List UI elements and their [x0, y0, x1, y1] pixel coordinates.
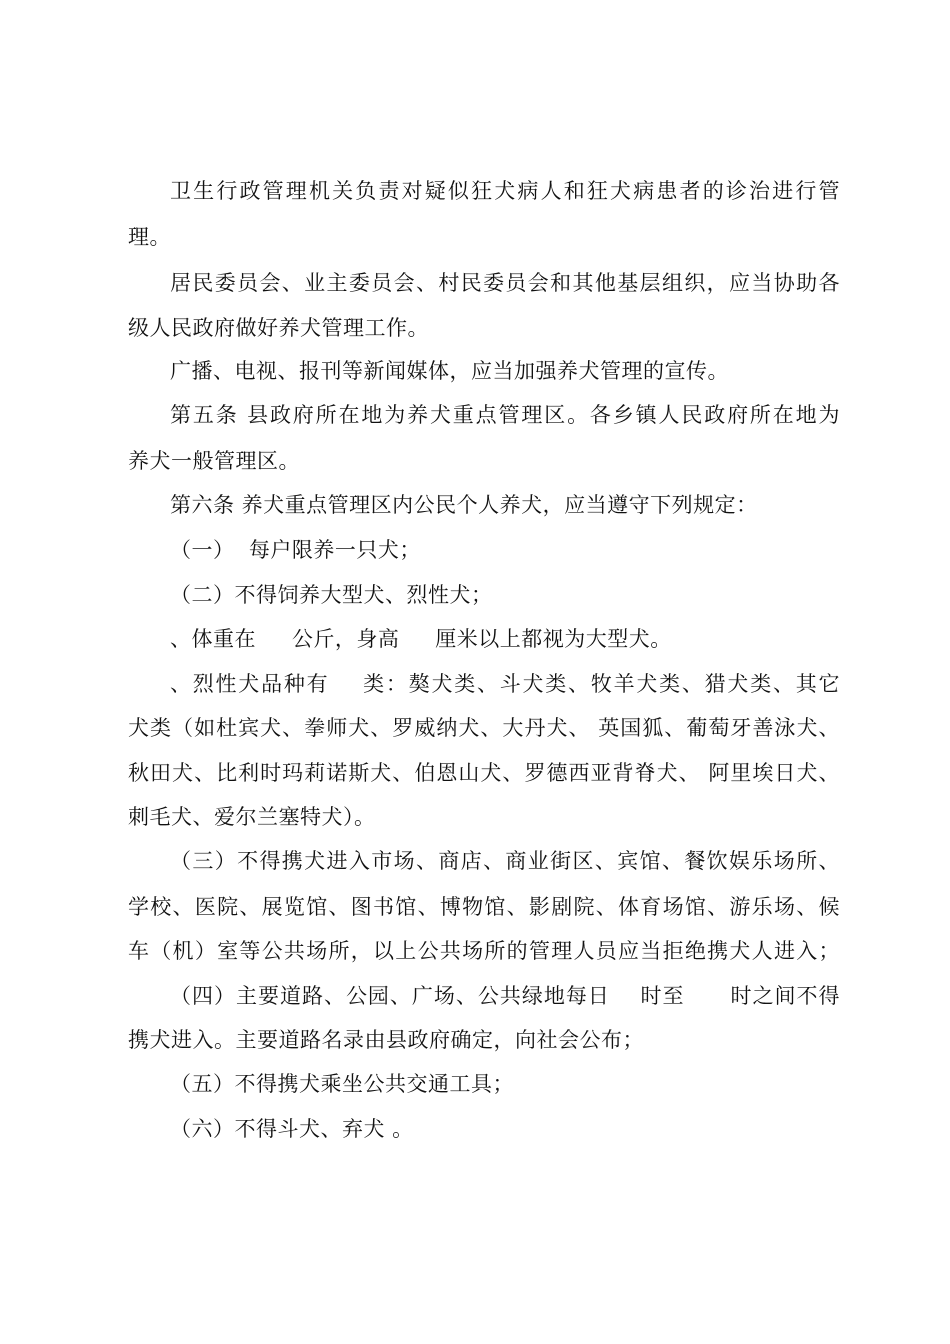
text-line-16: （三）不得携犬进入市场、商店、商业街区、宾馆、餐饮娱乐场所、	[170, 849, 840, 873]
text-line-5: 广播、电视、报刊等新闻媒体，应当加强养犬管理的宣传。	[170, 359, 729, 383]
text-line-15: 刺毛犬、爱尔兰塞特犬）。	[128, 805, 376, 829]
text-line-2: 理。	[128, 225, 171, 249]
text-line-17: 学校、医院、展览馆、图书馆、博物馆、影剧院、体育场馆、游乐场、候	[128, 895, 840, 919]
text-line-12: 、烈性犬品种有 类：獒犬类、斗犬类、牧羊犬类、猎犬类、其它	[170, 672, 840, 696]
text-line-19: （四）主要道路、公园、广场、公共绿地每日 时至 时之间不得	[170, 984, 840, 1008]
text-line-21: （五）不得携犬乘坐公共交通工具；	[170, 1072, 514, 1096]
text-line-13: 犬类（如杜宾犬、拳师犬、罗威纳犬、大丹犬、 英国狐、葡萄牙善泳犬、	[128, 716, 840, 740]
text-line-9: （一） 每户限养一只犬；	[170, 538, 421, 562]
text-line-8: 第六条 养犬重点管理区内公民个人养犬，应当遵守下列规定：	[170, 493, 758, 517]
text-line-11: 、体重在 公斤，身高 厘米以上都视为大型犬。	[170, 627, 672, 651]
text-line-10: （二）不得饲养大型犬、烈性犬；	[170, 583, 493, 607]
text-line-4: 级人民政府做好养犬管理工作。	[128, 316, 429, 340]
text-line-22: （六）不得斗犬、弃犬 。	[170, 1117, 414, 1141]
text-line-20: 携犬进入。主要道路名录由县政府确定，向社会公布；	[128, 1028, 644, 1052]
text-line-3: 居民委员会、业主委员会、村民委员会和其他基层组织，应当协助各	[170, 271, 840, 295]
text-line-6: 第五条 县政府所在地为养犬重点管理区。各乡镇人民政府所在地为	[170, 403, 840, 427]
text-line-7: 养犬一般管理区。	[128, 449, 300, 473]
text-line-14: 秋田犬、比利时玛莉诺斯犬、伯恩山犬、罗德西亚背脊犬、 阿里埃日犬、	[128, 761, 840, 785]
text-line-18: 车（机）室等公共场所，以上公共场所的管理人员应当拒绝携犬人进入；	[128, 939, 840, 963]
text-line-1: 卫生行政管理机关负责对疑似狂犬病人和狂犬病患者的诊治进行管	[170, 179, 840, 203]
